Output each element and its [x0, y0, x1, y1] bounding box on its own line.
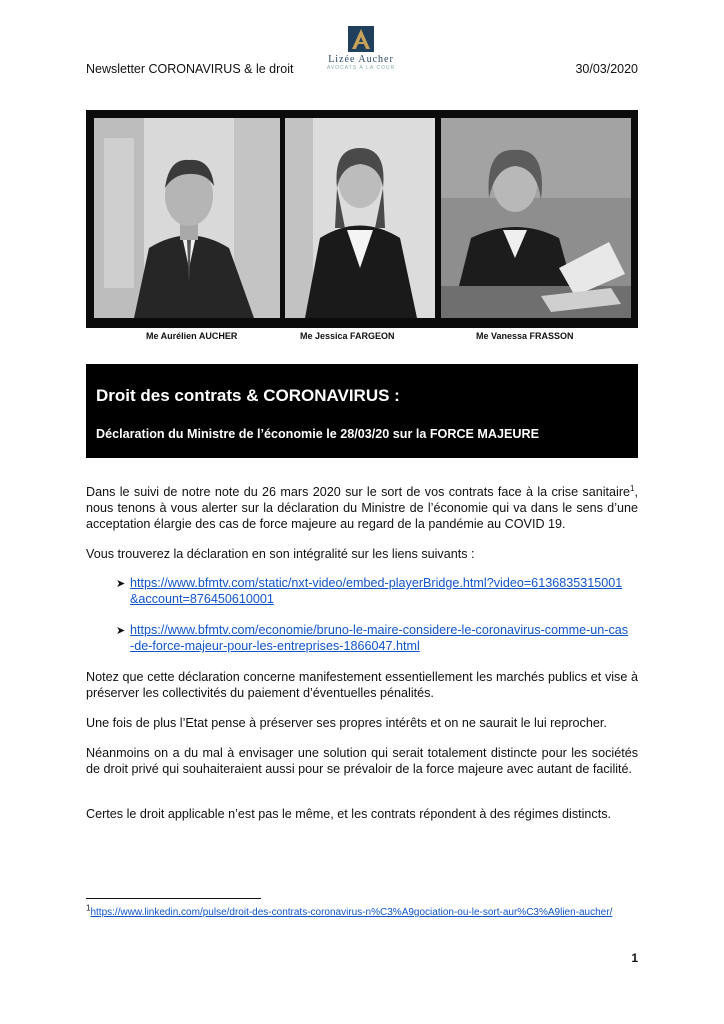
- logo-subtitle: AVOCATS À LA COUR: [326, 65, 396, 71]
- link-bfmtv-article[interactable]: https://www.bfmtv.com/economie/bruno-le-maire-considere-le-coronavirus-comme-un-cas-de-force-majeur-pour-les-entreprises-1866047.html: [130, 623, 629, 653]
- link-bfmtv-video[interactable]: https://www.bfmtv.com/static/nxt-video/embed-playerBridge.html?video=6136835315001&account=876450610001: [130, 576, 623, 606]
- paragraph-droit-applicable: Certes le droit applicable n’est pas le même, et les contrats répondent à des régimes distincts.: [86, 807, 612, 821]
- footnote-divider: [86, 898, 261, 899]
- paragraph-intro-cont: , nous tenons à vous alerter sur la déclaration du Ministre de l’économie qui va dans le sens d’une acceptation élargie des cas de force majeure au regard de la pandémie au COVID 19.: [86, 485, 638, 531]
- arrow-bullet-icon: ➤: [116, 578, 126, 590]
- footnote-link[interactable]: https://www.linkedin.com/pulse/droit-des-contrats-coronavirus-n%C3%A9gociation-ou-le-sort-aur%C3%A9lien-aucher/: [90, 907, 613, 918]
- caption-aurelien-aucher: Me Aurélien AUCHER: [146, 331, 238, 341]
- logo-mark-icon: [348, 26, 374, 52]
- paragraph-intro-text: Dans le suivi de notre note du 26 mars 2020 sur le sort de vos contrats face à la crise sanitaire: [86, 485, 631, 499]
- footnote-ref[interactable]: 1: [630, 483, 635, 493]
- title-banner: [86, 364, 638, 458]
- lawyers-photo-strip: [86, 110, 638, 328]
- paragraph-intro: [86, 484, 638, 532]
- footnote-number: 1: [86, 903, 91, 913]
- photo-aurelien-aucher: [94, 118, 280, 318]
- page-number: 1: [631, 951, 638, 965]
- caption-vanessa-frasson: Me Vanessa FRASSON: [476, 331, 574, 341]
- photo-vanessa-frasson: [441, 118, 631, 318]
- arrow-bullet-icon: ➤: [116, 625, 126, 637]
- logo-name: Lizée Aucher: [328, 54, 394, 65]
- header-title: Newsletter CORONAVIRUS & le droit: [86, 62, 294, 76]
- paragraph-marches-publics: Notez que cette déclaration concerne manifestement essentiellement les marchés publics et vise à préserver les collectivités du paiement d’éventuelles pénalités.: [86, 670, 638, 700]
- document-title: Droit des contrats & CORONAVIRUS :: [96, 386, 400, 405]
- firm-logo: [318, 26, 404, 71]
- photo-jessica-fargeon: [285, 118, 435, 318]
- paragraph-links-intro: Vous trouverez la déclaration en son intégralité sur les liens suivants :: [86, 547, 475, 561]
- paragraph-etat: Une fois de plus l’Etat pense à préserver ses propres intérêts et on ne saurait le lui reprocher.: [86, 716, 607, 730]
- caption-jessica-fargeon: Me Jessica FARGEON: [300, 331, 395, 341]
- header-date: 30/03/2020: [575, 62, 638, 76]
- footnote: [86, 903, 638, 920]
- document-subtitle: Déclaration du Ministre de l’économie le 28/03/20 sur la FORCE MAJEURE: [96, 427, 540, 441]
- paragraph-droit-prive: Néanmoins on a du mal à envisager une solution qui serait totalement distincte pour les sociétés de droit privé qui souhaiteraient aussi pour se prévaloir de la force majeure avec autant de facilité.: [86, 746, 638, 776]
